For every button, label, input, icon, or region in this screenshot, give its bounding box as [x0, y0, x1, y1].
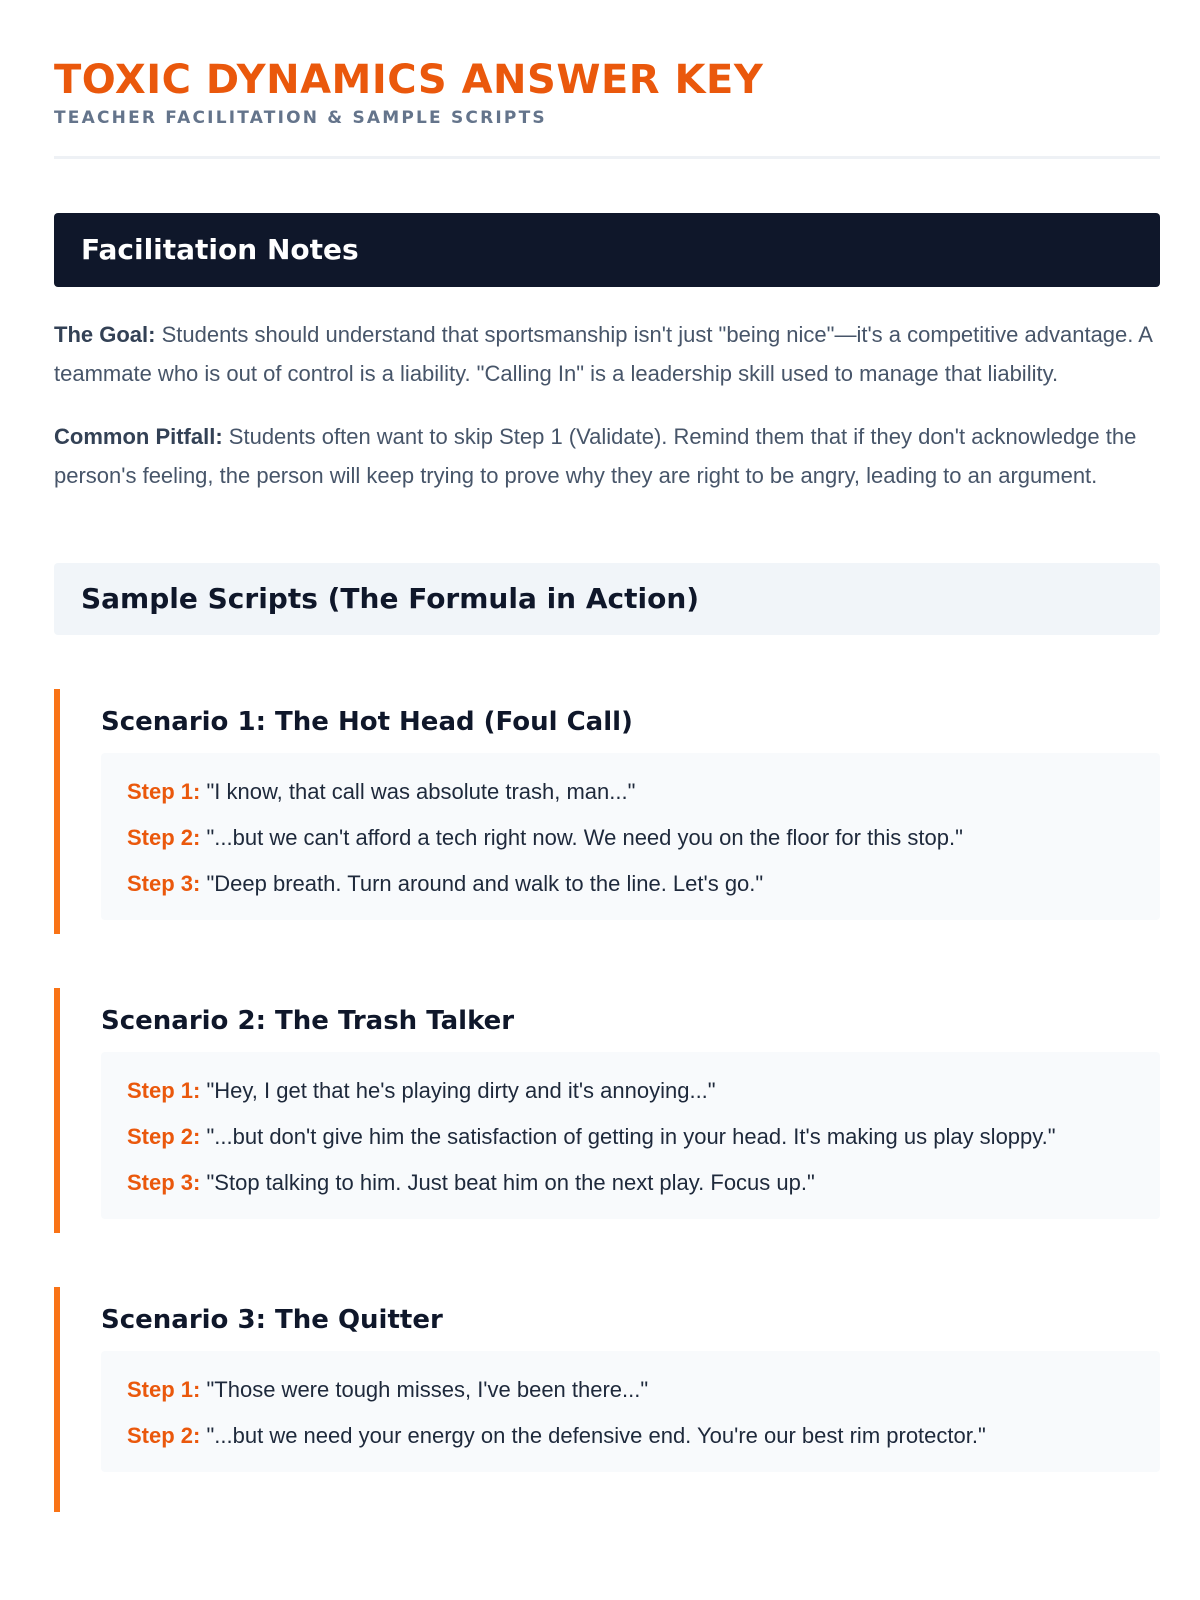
scenario-card-3 [54, 1287, 1160, 1512]
step-label: Step 3: [127, 871, 201, 896]
pitfall-label: Common Pitfall: [54, 424, 223, 449]
step-line [127, 1419, 1134, 1452]
step-text: "...but we can't afford a tech right now. We need you on the floor for this stop." [206, 825, 963, 850]
header-divider [54, 156, 1160, 159]
step-label: Step 2: [127, 1124, 201, 1149]
scenario-steps [101, 753, 1160, 920]
sample-scripts-heading: Sample Scripts (The Formula in Action) [54, 563, 1160, 635]
scenario-title: Scenario 3: The Quitter [101, 1305, 443, 1335]
step-line [127, 1120, 1134, 1153]
step-label: Step 2: [127, 825, 201, 850]
step-label: Step 1: [127, 779, 201, 804]
page-subtitle: TEACHER FACILITATION & SAMPLE SCRIPTS [54, 108, 547, 128]
step-line [127, 1166, 1134, 1199]
page-title: TOXIC DYNAMICS ANSWER KEY [54, 57, 764, 103]
answer-key-document [54, 0, 1160, 1512]
scenario-steps [101, 1351, 1160, 1472]
pitfall-text: Students often want to skip Step 1 (Validate). Remind them that if they don't acknowledge the person's feeling, the person will keep trying to prove why they are right to be angry, leading to an argument. [54, 424, 1137, 488]
step-text: "...but we need your energy on the defensive end. You're our best rim protector." [206, 1423, 986, 1448]
step-text: "Those were tough misses, I've been there..." [206, 1377, 649, 1402]
step-line [127, 775, 1134, 808]
pitfall-note [54, 417, 1160, 495]
scenario-title: Scenario 2: The Trash Talker [101, 1006, 515, 1036]
step-text: "I know, that call was absolute trash, man..." [206, 779, 636, 804]
step-line [127, 1373, 1134, 1406]
step-text: "Deep breath. Turn around and walk to the line. Let's go." [206, 871, 764, 896]
step-label: Step 1: [127, 1377, 201, 1402]
facilitation-notes-heading: Facilitation Notes [54, 213, 1160, 287]
step-line [127, 1074, 1134, 1107]
scenario-title: Scenario 1: The Hot Head (Foul Call) [101, 707, 633, 737]
step-text: "Stop talking to him. Just beat him on the next play. Focus up." [206, 1170, 815, 1195]
step-text: "Hey, I get that he's playing dirty and it's annoying..." [206, 1078, 716, 1103]
scenario-steps [101, 1052, 1160, 1219]
goal-note [54, 315, 1160, 393]
step-label: Step 1: [127, 1078, 201, 1103]
step-line [127, 867, 1134, 900]
scenario-card-1 [54, 689, 1160, 934]
step-label: Step 2: [127, 1423, 201, 1448]
step-text: "...but don't give him the satisfaction of getting in your head. It's making us play sloppy." [206, 1124, 1056, 1149]
scenario-card-2 [54, 988, 1160, 1233]
step-label: Step 3: [127, 1170, 201, 1195]
goal-label: The Goal: [54, 322, 156, 347]
step-line [127, 821, 1134, 854]
goal-text: Students should understand that sportsmanship isn't just "being nice"—it's a competitive advantage. A teammate who is out of control is a liability. "Calling In" is a leadership skill used to manage that liability. [54, 322, 1152, 386]
